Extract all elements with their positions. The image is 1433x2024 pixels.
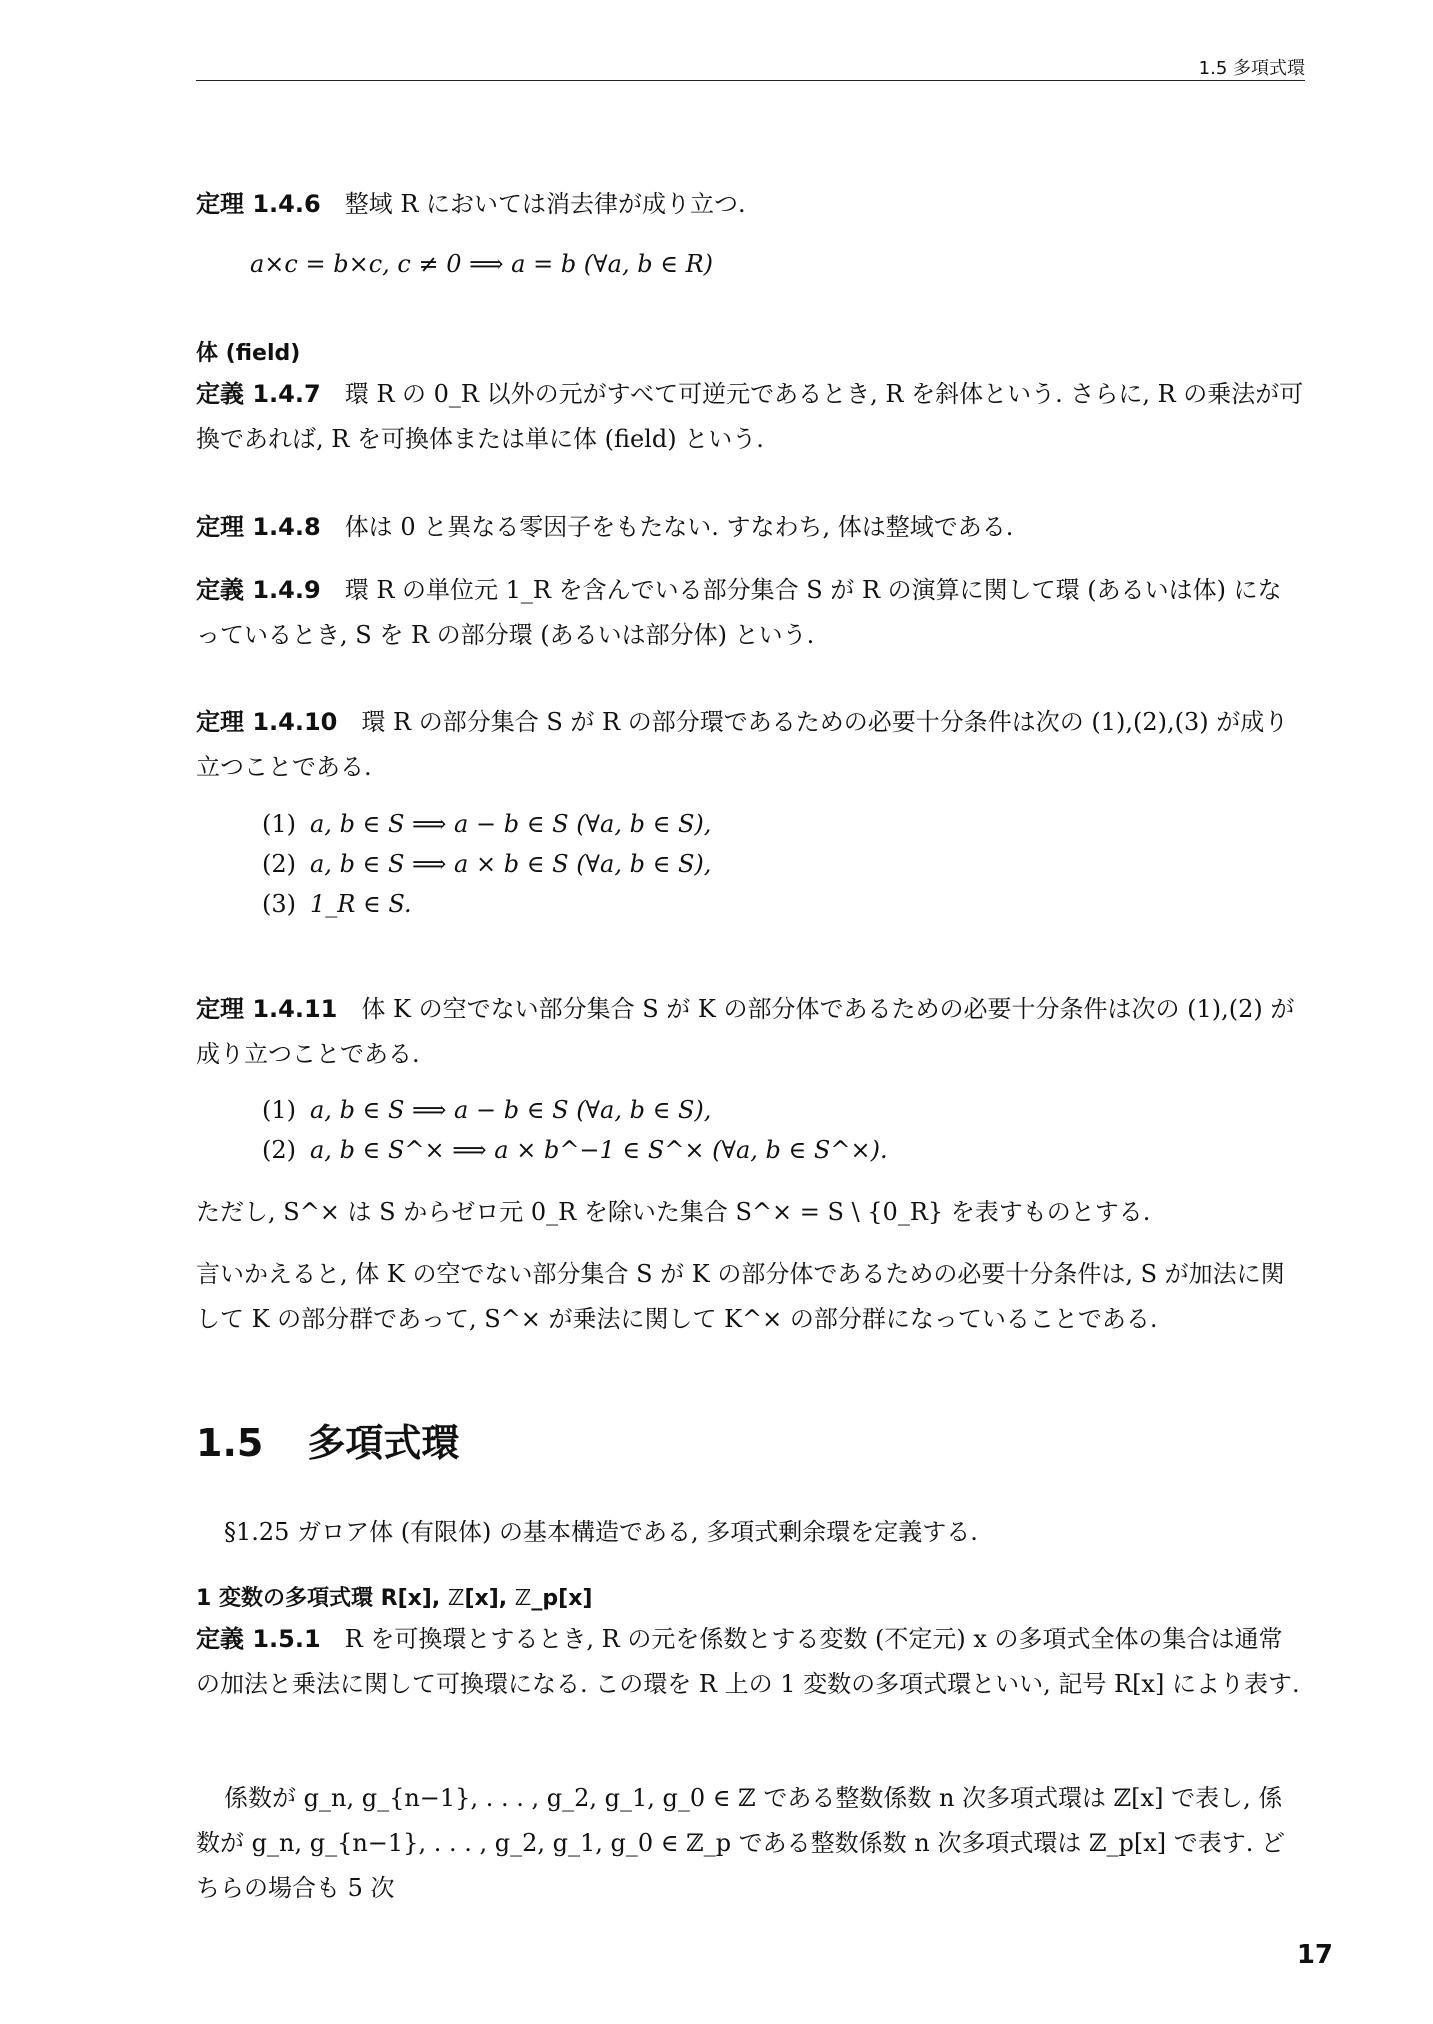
- definition-1-5-1: [196, 1617, 1305, 1707]
- theorem-text: 体は 0 と異なる零因子をもたない. すなわち, 体は整域である.: [344, 513, 1014, 541]
- condition-formula: a, b ∈ S ⟹ a − b ∈ S (∀a, b ∈ S),: [310, 810, 712, 838]
- condition-item: [262, 804, 711, 844]
- theorem-label: 定理 1.4.8: [196, 513, 321, 541]
- section-number: 1.5: [196, 1421, 264, 1465]
- definition-text: 環 R の単位元 1_R を含んでいる部分集合 S が R の演算に関して環 (あるいは体) になっているとき, S を R の部分環 (あるいは部分体) という.: [196, 576, 1282, 649]
- theorem-label: 定理 1.4.11: [196, 995, 338, 1023]
- theorem-note: ただし, S^× は S からゼロ元 0_R を除いた集合 S^× = S \ {0_R} を表すものとする.: [196, 1198, 1151, 1226]
- theorem-label: 定理 1.4.6: [196, 190, 321, 218]
- field-heading: 体 (field): [196, 341, 301, 366]
- polynomial-ring-heading: 1 変数の多項式環 R[x], ℤ[x], ℤ_p[x]: [196, 1586, 593, 1611]
- definition-1-4-9: [196, 568, 1305, 658]
- condition-number: (3): [262, 890, 296, 918]
- running-head: 1.5 多項式環: [1198, 58, 1305, 79]
- definition-text: R を可換環とするとき, R の元を係数とする変数 (不定元) x の多項式全体の集合は通常の加法と乗法に関して可換環になる. この環を R 上の 1 変数の多項式環といい, 記号 R[x] により表す.: [196, 1625, 1300, 1698]
- condition-formula: a, b ∈ S^× ⟹ a × b^−1 ∈ S^× (∀a, b ∈ S^×).: [310, 1136, 888, 1164]
- section-title: 多項式環: [307, 1421, 460, 1465]
- cancellation-formula: a×c = b×c, c ≠ 0 ⟹ a = b (∀a, b ∈ R): [250, 250, 714, 278]
- subring-conditions: [262, 804, 711, 924]
- condition-formula: a, b ∈ S ⟹ a − b ∈ S (∀a, b ∈ S),: [310, 1096, 712, 1124]
- theorem-1-4-8: [196, 505, 1305, 550]
- condition-formula: 1_R ∈ S.: [310, 890, 412, 918]
- condition-formula: a, b ∈ S ⟹ a × b ∈ S (∀a, b ∈ S),: [310, 850, 712, 878]
- condition-number: (2): [262, 1136, 296, 1164]
- section-intro: §1.25 ガロア体 (有限体) の基本構造である, 多項式剰余環を定義する.: [224, 1518, 978, 1546]
- theorem-label: 定理 1.4.10: [196, 708, 338, 736]
- theorem-text: 環 R の部分集合 S が R の部分環であるための必要十分条件は次の (1),(2),(3) が成り立つことである.: [196, 708, 1289, 781]
- condition-item: [262, 1130, 888, 1170]
- condition-item: [262, 884, 711, 924]
- theorem-1-4-11: [196, 987, 1305, 1077]
- condition-number: (1): [262, 1096, 296, 1124]
- subfield-conditions: [262, 1090, 888, 1170]
- closing-paragraph: 係数が g_n, g_{n−1}, . . . , g_2, g_1, g_0 ∈ ℤ である整数係数 n 次多項式環は ℤ[x] で表し, 係数が g_n, g_{n−1}, . . . , g_2, g_1, g_0 ∈ ℤ_p である整数係数 n 次多項式環は ℤ_p[x] で表す. どちらの場合も 5 次: [196, 1784, 1286, 1902]
- condition-number: (2): [262, 850, 296, 878]
- page-number: 17: [1296, 1940, 1333, 1970]
- theorem-1-4-10: [196, 700, 1305, 790]
- theorem-text: 体 K の空でない部分集合 S が K の部分体であるための必要十分条件は次の (1),(2) が成り立つことである.: [196, 995, 1295, 1068]
- header-rule: [196, 80, 1305, 81]
- section-heading: [196, 1412, 459, 1467]
- definition-label: 定義 1.5.1: [196, 1625, 321, 1653]
- condition-number: (1): [262, 810, 296, 838]
- definition-label: 定義 1.4.9: [196, 576, 321, 604]
- definition-1-4-7: [196, 372, 1305, 462]
- definition-label: 定義 1.4.7: [196, 380, 321, 408]
- condition-item: [262, 1090, 888, 1130]
- definition-text: 環 R の 0_R 以外の元がすべて可逆元であるとき, R を斜体という. さらに, R の乗法が可換であれば, R を可換体または単に体 (field) という.: [196, 380, 1304, 453]
- theorem-text: 整域 R においては消去律が成り立つ.: [344, 190, 746, 218]
- theorem-rephrase: 言いかえると, 体 K の空でない部分集合 S が K の部分体であるための必要十分条件は, S が加法に関して K の部分群であって, S^× が乗法に関して K^× の部分群になっていることである.: [196, 1260, 1285, 1333]
- condition-item: [262, 844, 711, 884]
- theorem-1-4-6: [196, 182, 1305, 227]
